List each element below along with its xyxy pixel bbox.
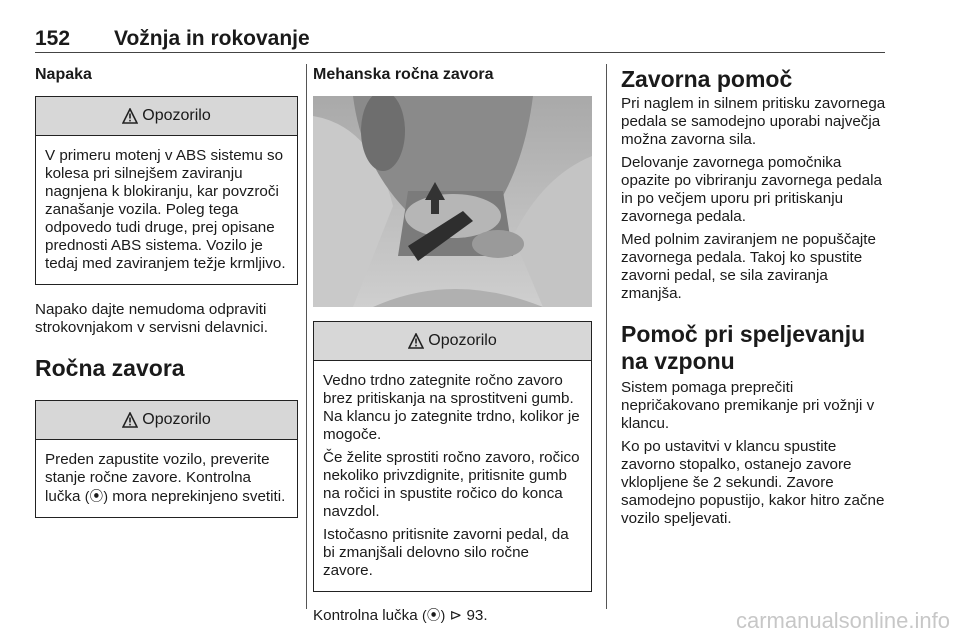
- paragraph-2: Delovanje zavornega pomočnika opazite po vibriranju zavornega pedala in po večjem uporu pri pritiskanju zavornega pedala.: [621, 154, 882, 225]
- napaka-paragraph: Napako dajte nemudoma odpraviti strokovnjakom v servisni delavnici.: [35, 301, 268, 336]
- warning-header: [314, 322, 591, 361]
- page-ref-link[interactable]: 93.: [466, 607, 488, 624]
- brake-lamp-icon: (⦿): [421, 607, 446, 623]
- rocna-zavora-heading: Ročna zavora: [35, 355, 185, 381]
- warning-header: [36, 97, 297, 136]
- warning-title: Opozorilo: [142, 411, 211, 428]
- reference-line: Kontrolna lučka (⦿) ⊳ 93.: [313, 607, 488, 624]
- warning-box-abs: [35, 96, 298, 285]
- column-divider: [306, 64, 307, 609]
- napaka-heading: Napaka: [35, 66, 92, 83]
- paragraph-4: Sistem pomaga preprečiti nepričakovano premikanje pri vožnji v klancu.: [621, 379, 875, 432]
- zavorna-pomoc-heading: Zavorna pomoč: [621, 66, 793, 92]
- warning-header: [36, 401, 297, 440]
- warning-title: Opozorilo: [142, 107, 211, 124]
- handbrake-photo: [313, 96, 592, 307]
- warning-paragraph-1: Vedno trdno zategnite ročno zavoro brez pritiskanja na sprostitveni gumb. Na klancu jo zategnite trdno, kolikor je mogoče.: [323, 372, 580, 443]
- warning-title: Opozorilo: [428, 332, 497, 349]
- warning-triangle-icon: [408, 333, 424, 349]
- paragraph-1: Pri naglem in silnem pritisku zavornega pedala se samodejno uporabi največja možna zavorna sila.: [621, 95, 886, 148]
- warning-text: V primeru motenj v ABS sistemu so kolesa pri silnejšem zaviranju nagnjena k blokiranju, kar povzroči zanašanje vozila. Poleg tega odpovedo tudi druge, prej opisane prednosti ABS sistema. Vozilo je tedaj med zaviranjem težje krmljivo.: [45, 147, 286, 272]
- page-header: [35, 27, 885, 53]
- pomoc-speljevanju-heading: Pomoč pri speljevanju na vzponu: [621, 321, 866, 374]
- warning-triangle-icon: [122, 412, 138, 428]
- warning-triangle-icon: [122, 108, 138, 124]
- chapter-title: Vožnja in rokovanje: [114, 27, 310, 50]
- column-divider: [606, 64, 607, 609]
- watermark: carmanualsonline.info: [735, 608, 950, 633]
- warning-paragraph-2: Če želite sprostiti ročno zavoro, ročico nekoliko privzdignite, pritisnite gumb na ročici in spustite ročico do konca navzdol.: [323, 449, 580, 520]
- mehanska-heading: Mehanska ročna zavora: [313, 66, 494, 83]
- page-ref-arrow-icon: ⊳: [449, 607, 463, 624]
- warning-box-parking: [35, 400, 298, 518]
- column-left: [35, 60, 298, 518]
- column-middle: [313, 60, 592, 630]
- paragraph-5: Ko po ustavitvi v klancu spustite zavorno stopalko, ostanejo zavore vklopljene še 2 sekundi. Zavore samodejno popustijo, kakor hitro začne vozilo speljevati.: [621, 438, 885, 527]
- warning-paragraph-3: Istočasno pritisnite zavorni pedal, da bi zmanjšali delovno silo ročne zavore.: [323, 526, 569, 579]
- header-rule: [35, 52, 885, 53]
- paragraph-3: Med polnim zaviranjem ne popuščajte zavornega pedala. Takoj ko spustite zavorni pedal, se sila zaviranja zmanjša.: [621, 231, 876, 302]
- column-right: [621, 60, 891, 533]
- warning-text: Preden zapustite vozilo, preverite stanje ročne zavore. Kontrolna lučka (⦿) mora neprekinjeno svetiti.: [45, 451, 286, 505]
- brake-lamp-icon: (⦿): [84, 488, 109, 504]
- warning-box-handbrake: [313, 321, 592, 592]
- page-number: 152: [35, 27, 71, 50]
